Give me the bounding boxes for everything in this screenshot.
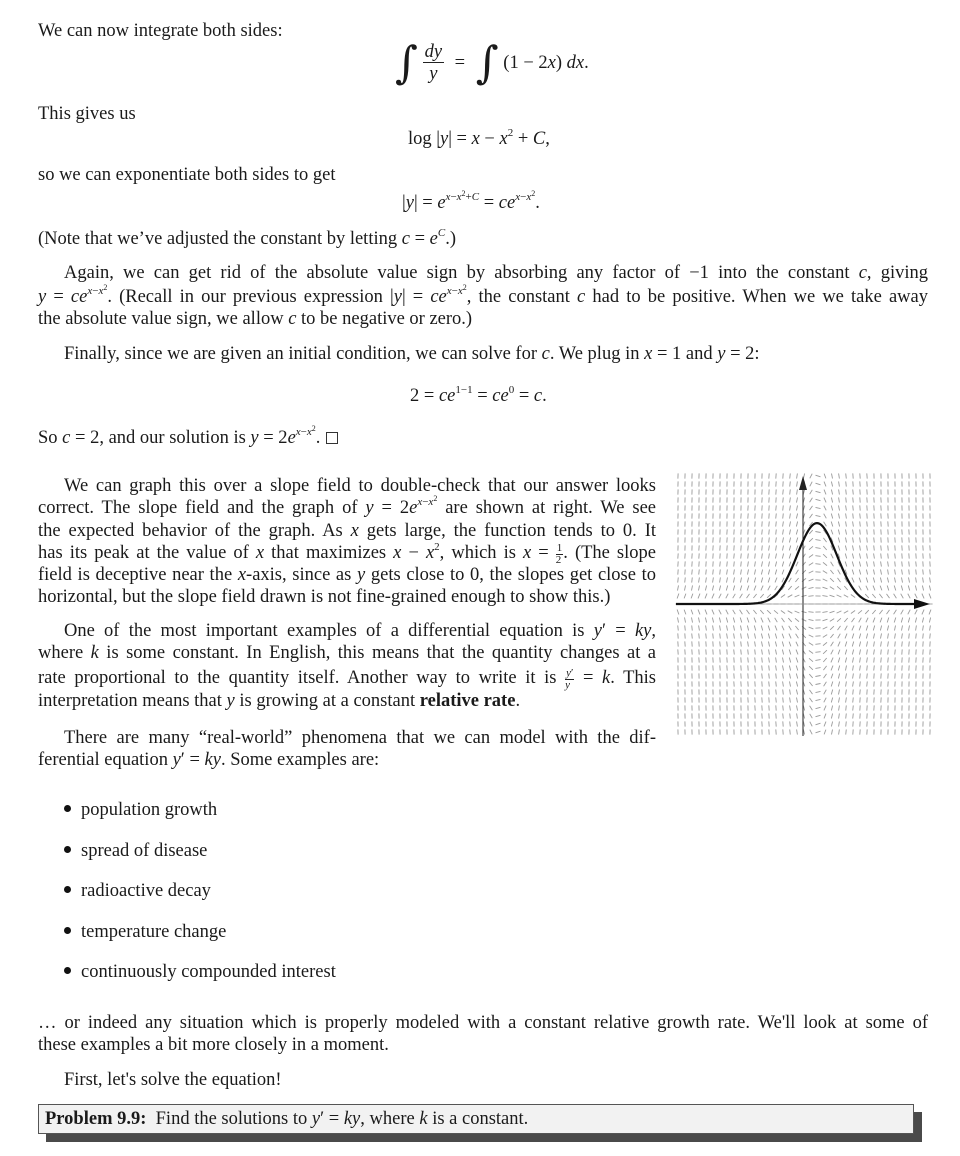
note-constant: (Note that we’ve adjusted the constant by letting $c = e^C$.)	[38, 227, 456, 249]
first-solve: First, let's solve the equation!	[64, 1070, 282, 1090]
bullet-icon	[64, 886, 71, 893]
fraction-numerator: dy	[424, 42, 443, 62]
conclusion: So c = 2, and our solution is $y = 2e^{x-x^2}$.	[38, 427, 338, 449]
integral-sign-icon: ∫	[395, 37, 418, 89]
x-axis-arrow-icon	[914, 599, 930, 609]
equation-log: $\log |y| = x - x^2 + C$,	[408, 127, 550, 149]
list-item: radioactive decay	[64, 880, 211, 902]
para-again-line2: $y = ce^{x-x^2}$. (Recall in our previous expression $|y| = ce^{x-x^2}$, the constant c had to be positive. When we we take away	[38, 283, 928, 307]
list-item: spread of disease	[64, 840, 207, 862]
intro-integrate: We can now integrate both sides:	[38, 21, 283, 41]
equation-exponent: $|y| = e^{x-x^2+C} = ce^{x-x^2}$.	[402, 189, 540, 213]
bullet-icon	[64, 967, 71, 974]
integrand: (1 − 2x) dx.	[503, 53, 589, 73]
bullet-icon	[64, 846, 71, 853]
problem-label: Problem 9.9:	[45, 1109, 147, 1129]
slope-field-chart	[672, 470, 936, 736]
list-item: population growth	[64, 799, 217, 821]
qed-square-icon	[326, 432, 338, 444]
fraction-denominator: y	[429, 64, 438, 84]
intro-exponentiate: so we can exponentiate both sides to get	[38, 165, 336, 185]
equation-initial-condition: $2 = ce^{1-1} = ce^0 = c$.	[410, 384, 547, 406]
bullet-icon	[64, 805, 71, 812]
equation-integral: ∫ $\frac{dy}{y}$ = ∫ (1 − 2x) dx.	[395, 37, 589, 89]
bullet-icon	[64, 927, 71, 934]
para-again-line1: Again, we can get rid of the absolute value sign by absorbing any factor of −1 into the constant c, giving	[64, 263, 928, 283]
para-finally: Finally, since we are given an initial condition, we can solve for c. We plug in x = 1 and y = 2:	[64, 344, 760, 364]
integral-sign-icon: ∫	[475, 37, 499, 89]
bold-term: relative rate	[419, 691, 516, 711]
y-axis-arrow-icon	[799, 476, 807, 490]
intro-gives: This gives us	[38, 104, 136, 124]
fraction-dy-over-y	[423, 42, 444, 85]
para-again-line3: the absolute value sign, we allow c to be negative or zero.)	[38, 309, 473, 329]
list-item: temperature change	[64, 921, 226, 943]
list-item: continuously compounded interest	[64, 961, 336, 983]
problem-box: Problem 9.9: Find the solutions to y′ = ky, where k is a constant.	[38, 1104, 914, 1134]
